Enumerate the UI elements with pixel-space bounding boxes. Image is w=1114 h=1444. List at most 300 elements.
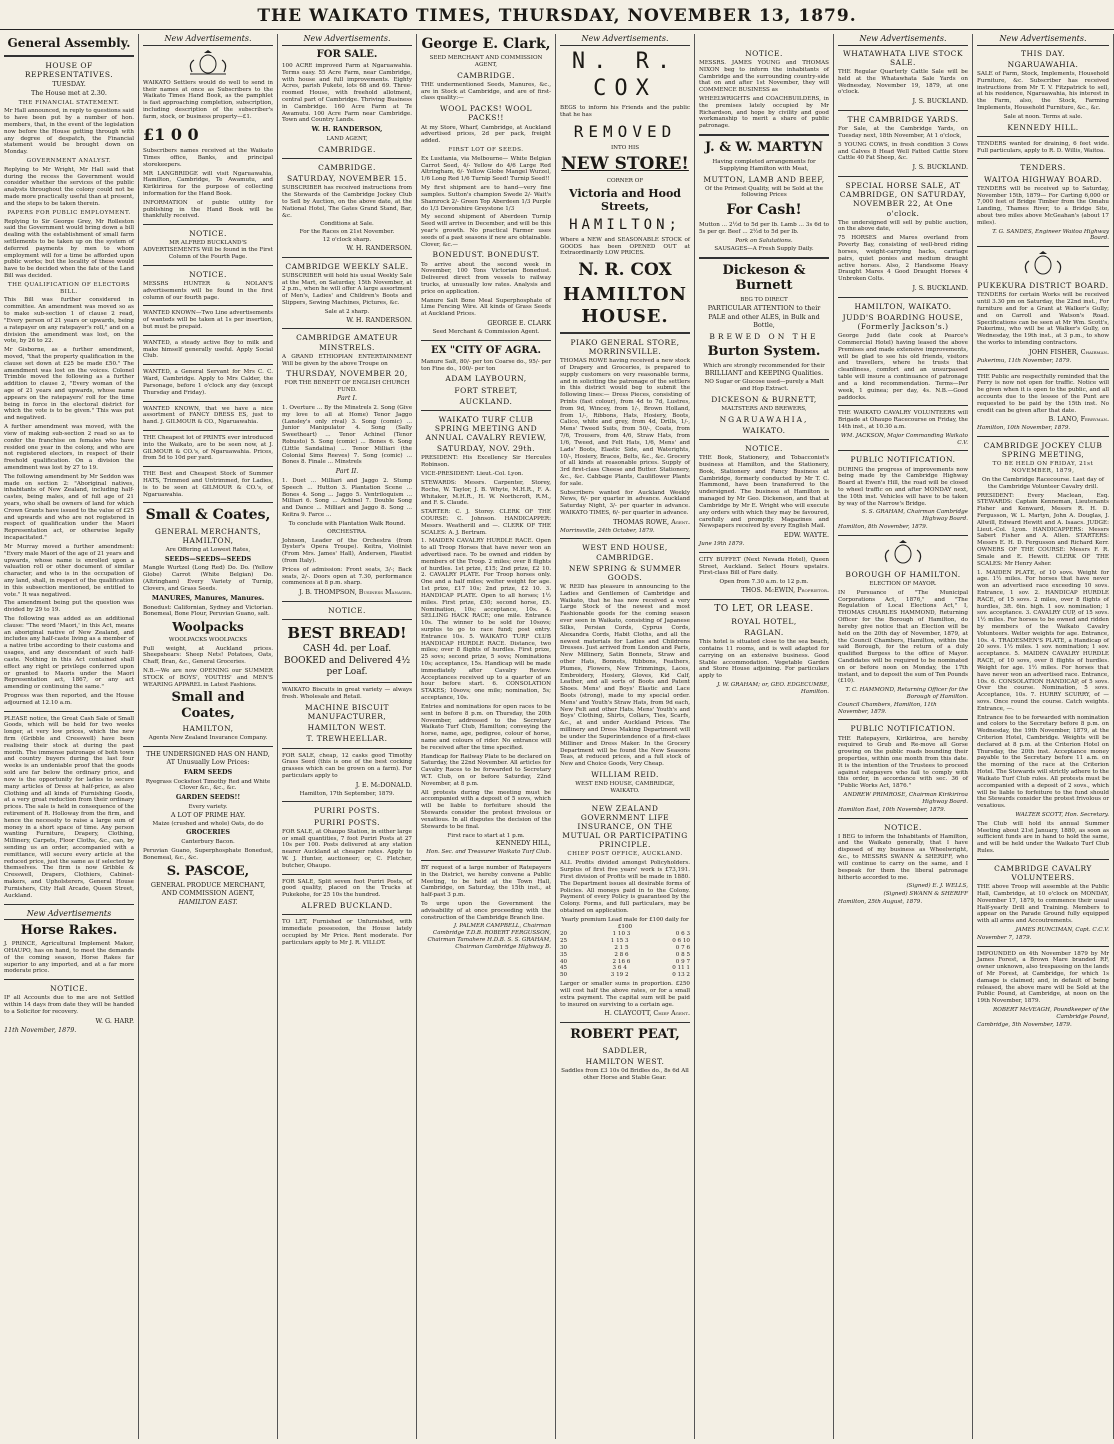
ad-subheading: BOROUGH OF HAMILTON. [845,569,961,579]
column-1 [0,34,139,1439]
ad-text: IMPOUNDED on 4th November 1879 by Mr James Forest, a Brown Mare branded RF, owner unknown, also trespassing on the lands of Mr Forest, at Cambridge, for which 1s damage is claimed; and, in default of being released, the above mare will be Sold at the Public Pound, at Cambridge, at noon on the 19th November, 1879. [977,950,1109,1005]
notice-heading: NOTICE. [189,269,227,279]
ad-text: Manure Salt, 80/- per ton Coarse do., 95/- per ton Fine do., 100/- per ton [421,358,551,372]
ad-text: BY request of a large number of Ratepayers in the District, we hereby convene a Public Meeting, to be held at the Town Hall, Cambridge, on Saturday, the 15th inst., at half-past 3 p.m. [421,864,551,899]
removed-heading: REMOVED [573,122,677,142]
ad-text: Subscribers names received at the Waikato Times office, Banks, and principal storekeepers. [143,148,273,168]
column-heading: New Advertisements. [977,34,1109,46]
ad-text: THE Cheapest lot of PRINTS ever introduced into the Waikato, are to be seen now, at J. GILMOUR & CO.'s, of Ngaruawahia. Prices, from 5d to 10d per yard. [143,434,273,462]
ad-subheading: NGARUAWAHIA, [719,414,809,424]
article-paragraph: Replying to Sir George Grey, Mr Rolleston said the Government would bring down a bill dealing with the establishment of small farm settlements to be taken up on the system of deferred payments by men to whom employment will for a time be afforded upon public works; but the locality of these would have to be decided when the fate of the Land Bill was decided. [4,218,134,280]
premium-cell: 2 16 6 [612,958,631,965]
ad-subheading: THURSDAY, NOVEMBER 20, [286,369,408,379]
column-4 [417,34,556,1439]
ad-text: Conditions at Sale. [320,221,374,228]
ad-subheading: HAMILTON, WAIKATO. [854,301,952,311]
section-heading: PAPERS FOR PUBLIC EMPLOYMENT. [7,209,131,216]
ad-text: Are Offering at Lowest Rates, [165,546,251,553]
premium-cell: 2 1 5 [614,945,629,951]
ad-text: Full weight, at Auckland prices. Sheepshears: Sheep Nets! Potatoes, Oats, Chaff, Bran, &c., General Groceries. [143,645,273,666]
signature: H. CLAYCOTT, Chief Agent. [604,1009,690,1018]
ad-text: THE Regular Quarterly Cattle Sale will be held at the Whatawhata Sale Yards on Wednesday, November 19, 1879, at one o'clock. [838,69,968,96]
date-line: Hamilton, 10th November, 1879. [977,425,1071,432]
ad-subheading: NEW SPRING & SUMMER GOODS. [568,563,682,582]
signature: WALTER SCOTT, Hon. Secretary. [1015,811,1109,818]
royal-crest-icon [1015,251,1071,277]
signature: DICKESON & BURNETT, [711,394,817,404]
date-line: Hamilton, 8th November, 1879. [838,524,928,531]
signature: ALFRED BUCKLAND. [301,901,393,911]
ad-text: FOR SALE, Split seven foot Puriri Posts, of good quality, placed on the Trucks at Pukekohe, for 25 10s the hundred. [282,878,412,899]
masthead: THE WAIKATO TIMES, THURSDAY, NOVEMBER 13, 1879. [0,0,1114,30]
ad-text: Ryegrass Cocksfoot Timothy Red and White Clover &c., &c., &c. [145,778,271,792]
ad-subheading: SATURDAY, NOVEMBER 15. [286,174,408,184]
column-heading: New Advertisements. [838,34,968,46]
ad-text: STEWARDS: Messrs. Carpenter, Storey, Roche, W. Taylor, J. B. Whyte, M.H.R., F. A. Whitaker, M.H.R., H. W. Northcroft, R.M., and F. S. Claude. [421,479,551,507]
ad-text: 100 ACRE improved Farm at Ngaruawahia. Terms easy. 55 Acre Farm, near Cambridge, with house and full improvements. Eighty Acres, parish Pukete, lots 68 and 69. Three-roomed House, with freehold allotment, central part of Cambridge. Thriving Business in Cambridge. 160 Acre Farm at Te Awamutu. 100 Acre Farm near Cambridge. Town and Country Lands. [282,62,412,124]
ad-heading: FOR SALE. [316,48,378,60]
ad-subheading: AUCKLAND. [459,396,513,406]
ad-text: To arrive about the second week in November, 100 Tons Victorian Bonedust. Delivered direct from vessels to railway trucks, at unusually low rates. Analysis and price on application. [421,261,551,295]
signature: W. H. RANDERSON. [346,243,412,252]
premium-table [560,931,690,979]
age-cell: 20 [560,931,568,938]
ad-text: CITY BUFFET (Next Nevada Hotel), Queen Street, Auckland. Select Hours upstairs. First-class Bill of Fare daily. [699,556,829,577]
signature: JAMES RUNCIMAN, Capt. C.C.V. [1015,926,1109,933]
ad-subheading: SEED MERCHANT AND COMMISSION AGENT, [429,55,543,68]
date-line: Morrinsville, 24th October, 1879. [560,527,655,534]
ad-subheading: THE CAMBRIDGE YARDS. [847,115,959,125]
ad-text: 1. MAIDEN CAVALRY HURDLE RACE. Open to all Troop Horses that have never won an advertised race. To be owned and ridden by members of the Troop. 2 miles; over 8 flights of hurdles. 1st prize, £15; 2nd prize, £2 10. 2. CAVALRY PLATE. For Troop horses only. One and a half miles; welter weight for age. 1st prize, £17 10s; 2nd prize, £2 10. 3. HANDICAP PLATE. Open to all horses; 1½ miles. First prize, £30; second horse, £5. Nomination, 10s; acceptance, 10s. 4. SELLING HACK RACE; one mile. Entrance 10s. The winner to be sold for 10sovs; surplus to go to race fund; post entry. Entrance 10s. 5. WAIKATO TURF CLUB HANDICAP HURDLE RACE. Distance, two miles; over 8 flights of hurdles. First prize, 25 sovs; second prize, 5 sovs; Nominations 10s; acceptance, 15s. Handicap will be made immediately after Cavalry Review. Acceptances received up to a quarter of an hour before start. 6. CONSOLATION STAKES; 10sovs; one mile; nomination, 5s; acceptance, 10s. [421,538,551,702]
premium-cell: 1 15 3 [610,938,629,945]
ad-subheading: PURIRI POSTS. [314,806,380,816]
ad-subheading: NEW ZEALAND GOVERNMENT LIFE INSURANCE, ON THE MUTUAL OR PARTICIPATING PRINCIPLE. [562,803,688,850]
table-row [560,938,690,945]
ad-text: THE Public are respectfully reminded that the Ferry is now not open for traffic. Notice will be given when it is open to the public, and all accounts due to the lessee of the Punt are requested to be paid by the 15th inst. No credit can be given after that date. [977,373,1109,414]
ad-text: 1. Overture ... By the Minstrels 2. Song (Give my love to all at Home) Tenor Jaggo (Lansley's only rival) 3. Song (comic) ... Junior Manipulator 4. Song (Sally Sweetheart) ... Tenor Achinel (Tenor Robusto) 5. Song (comic) ... Bones 6. Song (Little Sandalina) ... Tenor Milliari (the Colonial Sims Reeves) 7. Song (comic) ... Bones 8. Finale ... Minstrels [282,404,412,466]
ad-text: WANTED KNOWN—Two Line advertisements of wanteds will be taken at 1s per insertion, but must be prepaid. [143,310,273,331]
article-paragraph: This Bill was further considered in committee. An amendment was moved so as to make sub-section 1 of clause 2 read, "Every person of 21 years or upwards, being a ratepayer on any ratepayer's roll," and on a division the amendment was lost, on the vote, by 26 to 22. [4,297,134,345]
signature: J. PALMER CAMPBELL, Chairman Cambridge T.D.B. ROBERT FERGUSSON, Chairman Tamahere H.D.B. S. S. GRAHAM, Chairman Cambridge Highway B. [427,923,551,950]
ad-text: I BEG to inform the Inhabitants of Hamilton, and the Waikato generally, that I have disposed of my business as Wheelwright, &c., to MESSRS SWANN & SHERIFF, who will continue to carry on the same, and I bespeak for them the liberal patronage hitherto accorded to me. [838,833,968,881]
ad-text: TO LET, Furnished or Unfurnished, with immediate possession, the House lately occupied by Mr Price. Rent moderate. For particulars apply to Mr J. R. VILLOT. [282,919,412,946]
ad-text: FOR SALE, cheap, 12 casks good Timothy Grass Seed (this is one of the best cocking grasses which can be grown on a farm). For particulars apply to [282,752,412,780]
age-cell: 25 [560,938,568,945]
ad-text: Entries and nominations for open races to be sent in before 8 p.m. on Thursday, the 20th November, addressed to the Secretary Waikato Turf Club, Hamilton; conveying the horse, name, age, pedigree, colour of horse, name and colours of rider. No entrance will be received after the time specified. [421,703,551,751]
ad-heading: EX "CITY OF AGRA. [431,344,541,356]
best-bread-title: BEST BREAD! [287,624,407,643]
article-paragraph: The following amendment by Mr Seddon was made on section 2: "Aboriginal natives, inhabitants of New Zealand, including half-castes, being males, and of full age of 21 years, who shall be owners of land for which Crown Grants have issued to the value of £25 and upwards and who are not registered in respect of qualification under the Maori Representation act, or otherwise legally incapacitated." [4,473,134,542]
premium-cell: 3 19 2 [610,972,629,979]
age-cell: 35 [560,951,568,958]
column-heading: New Advertisements. [143,34,273,46]
ad-text: ALL Profits divided amongst Policyholders. Surplus of first five years' work is £73,191. First division of Profits will be made in 1880. The Department issues all desirable forms of Policies. All moneys paid in to the Colony. Payment of every Policy is guaranteed by the Colony. Forms, and full particulars, may be obtained on application. [560,860,690,914]
ad-subheading: FORT STREET, [454,385,518,395]
signature: THOS. McEWIN, Proprietor. [741,586,829,594]
signature: EDW. WAYTE. [783,531,829,540]
article-paragraph: Replying to Mr Wright, Mr Hall said that during the recess the Government would consider whether the services of the public analysts throughout the colony could not be made more practically useful than at present, and the steps to be taken therein. [4,166,134,207]
signature: W. H. RANDERSON. [346,315,412,324]
ad-subheading: WAITOA HIGHWAY BOARD. [984,174,1102,184]
ad-text: BRILLIANT and KEEPING Qualities. [704,369,824,378]
signature: ADAM LAYBOURN, [445,374,527,384]
ad-subheading: WAIKATO TURF CLUB SPRING MEETING AND ANNUAL CAVALRY REVIEW, [425,414,547,443]
ad-text: Open from 7.30 a.m. to 12 p.m. [719,579,809,586]
premium-cell: 2 8 6 [614,951,629,958]
premium-cell: 0 8 5 [675,951,690,958]
ad-text: PALE and other ALES, in Bulk and Bottle, [708,312,820,329]
hamilton-heading: HAMILTON; [569,216,681,233]
signature: KENNEDY HILL. [1007,122,1079,132]
ad-subheading: PUKEKURA DISTRICT BOARD. [977,281,1109,291]
ad-text: George Judd (late cook at Pearce's Commercial Hotel) having leased the above Premises and made extensive improvements, will be glad to see his old friends, visitors and travellers, where he trusts that cleanliness, comfort and an unsurpassed table will insure a continuance of patronage and a kind recommendation. Terms—Per week, 1 guinea; per day, 4s. N.B.—Good paddocks. [838,333,968,401]
ad-text: THE WAIKATO CAVALRY VOLUNTEERS will Brigade at Ohaupo Racecourse on Friday, the 14th inst., at 10.30 a.m. [838,410,968,430]
ad-text: First race to start at 1 p.m. [447,832,525,839]
notice-heading: NOTICE. [884,822,922,832]
ad-subheading: CAMBRIDGE AMATEUR MINSTRELS. [296,333,398,352]
ad-text: Prices of admission: Front seats, 3/-; Back seats, 2/-. Doors open at 7.30, performance commences at 8 p.m. sharp. [282,566,412,587]
nr-cox-heading: N. R. COX [578,260,672,281]
pound-heading: £1 0 0 [143,124,199,144]
ad-subheading: ROYAL HOTEL, [731,616,797,626]
article-paragraph: The amendment being put the question was divided by 29 to 19. [4,600,134,614]
ad-subheading: CAMBRIDGE. [318,144,376,154]
article-paragraph: Mr Murray moved a further amendment: "Every male Maori of the age of 21 years and upwards, whose name is enrolled upon a valuation roll or other document of similar character, and who is in the occupation of any land, shall, in respect of the qualification in this subsection mentioned, be entitled to vote." It was negatived. [4,543,134,598]
ad-text: THE Ratepayers, Kirikiriroa, are hereby required to Grub and Re-move all Gorse growing on the public roads bounding their properties, within one month from this date. It is the intention of the Trustees to proceed against ratepayers who fail to comply with this order, in accordance with sec. 36 of "Public Works Act, 1876." [838,735,968,790]
ad-subheading: Part II. [335,467,359,476]
table-row [560,972,690,979]
ad-text: Handicap for Railway Plate to be declared on Saturday, the 22nd November. All articles for Cavalry Races to be forwarded to Secretary W.T. Club, on or before Saturday, 22nd November, at 8 p.m. [421,753,551,787]
ad-text: For the Races on 21st November. [299,229,395,236]
ad-text: THOMAS ROWE having received a new stock of Drapery and Groceries, is prepared to supply customers on very reasonable terms, and in soliciting the patronage of the settlers in this district would beg to submit the following lines:— Dress Pieces, consisting of Prints (fast colour), from 4d to 7d, Lustres, from 9d, Wincey, from 1/-, Brown Holland, from 1/-, Ribbons, Hats, Hosiery, Boots, Calico, white and grey, from 4d, Drills, 1/-, Mens' Tweed Suits, from 50/-, Coats, from 7/6, Trousers, from 4/6, Straw Hats, from 1/6, Tweed, and Felt Hats, 1/6, Mens' and Lads' Boots, Elastic Side, and Waterights, 10/-, Hosiery, Braces, Belts, &c., &c. Grocery of all kinds at reasonable prices. Supply of 3rd first-class Cheese and Butter. Stationery, &c., &c. Cabbage Plants, Cauliflower Plants for sale. [560,358,690,487]
ad-subheading: MACHINE BISCUIT MANUFACTURER, [305,703,389,722]
column-heading: New Advertisements. [560,34,690,46]
ad-text: Pork on Salutations. [735,237,793,244]
ad-text: MESSRS. JAMES YOUNG and THOMAS NIXON beg to inform the inhabitants of Cambridge and the surrounding country-side that on and after 1st November, they will COMMENCE BUSINESS as [699,59,829,94]
ad-text: SUBSCRIBER will hold his usual Weekly Sale at the Mart, on Saturday, 15th November, at 2 p.m., when he will offer A large assortment of Men's, Ladies' and Children's Boots and Slippers, Sewing Machines, Pictures, &c. [282,272,412,306]
signature: J. S. BUCKLAND. [912,163,968,172]
ad-text: Peruvian Guano, Superphosphate Bonedust, Bonemeal, &c., &c. [143,848,273,861]
table-row [560,959,690,966]
section-heading: GOVERNMENT ANALYST. [26,158,112,165]
ad-subheading: BONEDUST. BONEDUST. [432,250,540,260]
ad-subheading: Part I. [336,394,358,403]
article-paragraph: Mr Gisborne, as a further amendment, moved, "that the property qualification in the clause set down at £25 be made £50." The amendment was lost on the voices. Colonel Trimble moved the following as a further addition to clause 2, "Every woman of the age of 21 years and upwards, whose name appears on the ratepayers' roll for the time being in force in the electoral district for which the vote is to be given." This was put and negatived. [4,347,134,422]
ad-subheading: THIS DAY. [1020,48,1066,58]
ad-text: SAUSAGES—A Fresh Supply Daily. [714,245,814,252]
ad-text: Every variety. [188,804,228,811]
ad-text: The undersigned will sell by public auction, on the above date, [838,219,968,233]
signature: (Signed) SWANN & SHERIFF [883,891,968,898]
small-coates-title: Small & Coates, [145,507,271,524]
ad-text: On the Cambridge Racecourse. Last day of the Cambridge Volunteer Cavalry drill. [982,476,1104,490]
ad-text: The Club will hold its annual Summer Meeting about 21st January, 1880, as soon as sufficient funds are in hand to hold the same, and will be held under the Waikato Turf Club Rules. [977,820,1109,854]
premium-cell: 0 6 10 [672,938,690,945]
column-3 [278,34,417,1439]
ad-subheading: PIAKO GENERAL STORE, MORRINSVILLE. [570,337,680,357]
article-paragraph: A further amendment was moved, with the view of making sub-section 2 read so as to confer the franchise on females who have resided one year in the colony, and who are not registered electors, in respect of their freehold qualification. On a division the amendment was lost by 27 to 19. [4,424,134,471]
ad-subheading: GARDEN SEEDS!! [175,793,241,802]
article-paragraph: Mr Hall announced, in reply to questions said to have been put by a number of hon. members, that, in the event of the legislation now before the House getting through with any degree of despatch, the Financial statement would be brought down on Monday. [4,108,134,156]
signature: T. C. HAMMOND, Returning Officer for the Borough of Hamilton. [845,687,968,700]
ad-text: Subscribers wanted for Auckland Weekly News, 6/- per quarter in advance. Auckland Saturday Night, 3/- per quarter in advance. WAIKATO TIMES, 6/- per quarter in advance. [560,489,690,517]
martyn-title: J. & W. MARTYN [705,140,823,156]
article-paragraph: Progress was then reported, and the House adjourned at 12.10 a.m. [4,692,134,706]
ad-text: MR LANGBRIDGE will visit Ngaruawahia, Hamilton, Cambridge, Te Awamutu, and Kirikiriroa for the purpose of collecting information for the Hand Book. [143,170,273,198]
for-cash-heading: For Cash! [726,202,802,219]
notice-heading: NOTICE. [328,606,366,616]
article-paragraph: The following was added as an additional clause: "The word 'Maori,' in this Act, means an aboriginal native of New Zealand, and includes any half-caste living as a member of a native tribe according to their customs and usages, and any descendant of such half-caste. Nothing in this Act contained shall effect any right or privilege conferred upon or granted to Maoris under the Maori Representation act, 1867, or any act amending or continuing the same." [4,616,134,691]
ad-text: MESSRS HUNTER & NOLAN'S advertisements will be found in the first column of our fourth page. [143,280,273,301]
ad-subheading: NGARUAWAHIA. [1007,59,1079,69]
premium-cell: 0 13 2 [672,972,690,979]
date-line: Hamilton East, 10th November, 1879. [838,806,946,813]
ad-text: WHEELWRIGHTS and COACHBUILDERS, in the premises lately occupied by Mr Richardson, and hope by civility and good workmanship to merit a share of public patronage. [699,95,829,130]
ad-subheading: MUTTON, LAMB AND BEEF, [703,174,825,184]
ad-subheading: WOOL PACKS! WOOL PACKS!! [439,104,532,123]
signature: J. W. GRAHAM; or, GEO. EDGECUMBE, Hamilton. [717,681,829,695]
age-cell: 45 [560,965,568,972]
ad-text: Ex Lusitania, via Melbourne— White Belgian Carrot Seed, 4/- Yellow do 4/6 Large Red Altringham, 6/- Yellow Globe Mangel Wurzel, 1/6 Long Red 1/6 Turnip Seed! Turnip Seed!! [421,155,551,183]
ad-text: MALTSTERS AND BREWERS, [721,405,807,412]
ad-text: BEG TO DIRECT [740,297,788,304]
ad-text: N.B.—We are now OPENING our SUMMER STOCK of BOYS', YOUTHS' and MEN'S WEARING APPAREL in Latest Fashions. [143,668,273,688]
ad-text: SALE of Farm, Stock, Implements, Household Furniture, &c. Subscriber has received instructions from Mr T. V. Fitzpatrick to sell, at his residence, Ngaruawahia, his interest in the Farm, also, the Stock, Farming Implements, Household Furniture, &c., &c. [977,71,1109,112]
ad-subheading: FARM SEEDS [183,767,233,776]
ad-text: WAIKATO Biscuits in great variety — always fresh. Wholesale and Retail. [282,687,412,701]
robert-peat-title: ROBERT PEAT, [570,1027,680,1043]
ad-text: All protests during the meeting must be accompanied with a deposit of 5 sovs, which will be liable to forfeiture should the Stewards consider the protest frivolous or vexatious. In all disputes the decision of the Stewards to be final. [421,789,551,830]
ad-text: TENDERS for certain Works will be received until 3.30 pm on Saturday, the 22nd inst., For furniture and for a Grant at Walker's Gully; and on Carroll and Watson's Road. Specifications can be seen at Mr Wm. Scott's, Pukerimu, who will be at Walker's Gully, on Wednesday, the 19th inst., at 3 p.m., to show the works to intending contractors. [977,292,1109,347]
signature: T. G. SANDES, Engineer Waitoa Highway Board. [992,228,1109,242]
ad-subheading: HAMILTON EAST. [178,898,238,907]
house-heading: HOUSE OF REPRESENTATIVES. [24,60,114,79]
ad-subheading: JUDD'S BOARDING HOUSE, (Formerly Jackson's.) [842,312,964,332]
ad-text: Johnson, Leader of the Orchestra (from Dyster's Opera Troupe). Keitra, Violinist (From Mrs. James' Hall), Andersen, Flautist (from Italy). [282,537,412,564]
ad-text: J. PRINCE, Agricultural Implement Maker, OHAUPO, has on hand, to meet the demands of the coming season, Horse Rakes far superior to any imported, and at a far more moderate price. [4,941,134,975]
ad-text: IN Pursuance of "The Municipal Corporations Act, 1876," and "The Regulation of Local Elections Act," I, THOMAS CHARLES HAMMOND, Returning Officer for the Borough of Hamilton, do hereby give notice that an Election will be held on the 20th day of November, 1879, at the Council Chambers, Hamilton, within the said Borough, for the return of a duly qualified Burgess to the office of Mayor. Candidates will be required to be nominated on or before noon on Monday, the 17th instant, and to deposit the sum of Ten Pounds (£10). [838,589,968,685]
ad-text: SUBSCRIBER has received instructions from the Stewards of the Cambridge Jockey Club to Sell by Auction, on the above date, at the National Hotel, The Gates Grand Stand, Bar, &c. [282,185,412,219]
signature: ROBERT McVEAGH, Poundkeeper of the Cambridge Pound, [993,1007,1109,1020]
ad-subheading: ORCHESTRA. [327,528,367,535]
small-coates-title: Small and Coates, [171,690,245,722]
ad-text: WANTED, a General Servant for Mrs C. C. Ward, Cambridge. Apply to Mrs Calder, the Parsonage, before 1 o'clock any day (except Thursday and Friday). [143,369,273,396]
ad-text: WEST END HOUSE, CAMBRIDGE, WAIKATO. [575,781,675,794]
notice-heading: NOTICE. [189,229,227,239]
ad-text: TENDERS wanted for draining, 6 feet wide. Full particulars, apply to R. D. Willis, Waitoa. [977,140,1109,154]
premium-cell: 0 9 7 [675,958,690,965]
ad-text: TENDERS will be received up to Saturday, November 15th, 1879— For Carting 6,000 or 7,000 feet of Bridge Timber from the Omahu Landing, Thames River, to a Bridge Site, about two miles above McGeahan's (about 17 miles). [977,185,1109,226]
ad-subheading: Victoria and Hood Streets, [569,186,681,214]
premium-cell: 0 6 3 [675,931,690,938]
ad-text: FOR SALE, at Ohaupo Station, in either large or small quantities, 7 foot Puriri Posts at 27 10s per 100. Posts delivered at any station nearer Auckland at cheaper rates. Apply to W. J. Hunter, auctioneer; or, C. Fletcher, butcher, Ohaupo. [282,828,412,869]
age-cell: 50 [560,972,568,979]
signature: J. B. THOMPSON, Business Manager. [299,588,412,597]
ad-text: PRESIDENT: Every Maclean, Esq. STEWARDS: Captain Kenneman, Lieutenants Fisher and Kenward, Messrs R. H. D. Fergusson, W. L. Martyn, John A. Douglas, J. Allwill, Edward Hewitt and A. Isaacs. JUDGE: Lieut.-Col. Lyon. HANDICAPPERS: Messrs Sabert Fisher and A. Allen. STARTERS: Messrs E. H. D. Fergusson and Richard Kerr. OWNERS OF THE COURSE: Messrs F. R. Smale and E. Hewitt. CLERK OF THE SCALES: Mr Henry Asher. [977,492,1109,567]
signature: THOMAS ROWE, Agent. [613,517,690,526]
date-line: Cambridge, 5th November, 1879. [977,1021,1072,1028]
signature: W. H. RANDERSON, [311,125,383,134]
ad-text: WAIKATO Settlers would do well to send in their names at once as Subscribers to the Waikato Times Hand Book, as the pamphlet is fast approaching completion, subscription, including description of the subscriber's farm, stock, or business property—£1. [143,79,273,120]
table-header: Yearly premium Lead male for £100 daily for £100 [561,916,689,930]
ad-subheading: CAMBRIDGE. [457,70,515,80]
column-heading: New Advertisements. [282,34,412,46]
signature: KENNEDY HILL, [495,839,551,848]
ad-text: A GRAND ETHIOPIAN ENTERTAINMENT Will be given by the above Troupe on [282,353,412,367]
ad-text: 1. MAIDEN PLATE, of 10 sovs. Weight for age. 1½ miles. For horses that have never won an advertised race exceeding 10 sovs. Entrance, 1 sov. 2. HANDICAP HURDLE RACE, of 15 sovs. 2 miles, over 8 flights of hurdles, 3ft. 6in. high. 1 sov. nomination; 1 sov. acceptance. 3. CAVALRY CUP, of 15 sovs. 1½ miles. For horses to be owned and ridden by members of the Waikato Cavalry Volunteers. Welter weights for age. Entrance, 10s. 4. TRADESMEN'S PLATE, a Handicap of 20 sovs. 1½ miles. 1 sov. nomination; 1 sov. acceptance. 5. MAIDEN CAVALRY HURDLE RACE, of 10 sovs, over 8 flights of hurdles. Weight for age. 1½ miles. For horses that have never won an advertised race. Entrance, 10s. 6. CONSOLATION HANDICAP, of 5 sovs. Over the course. Nomination, 5 sovs. Acceptance, 10s. 7. HURRY SCURRY, of — sovs. Once round the course. Catch weights. Entrance, —. [977,569,1109,712]
ad-text: THE above Troop will assemble at the Public Hall, Cambridge, at 10 o'clock on MONDAY, November 17, 1879, to commence their usual Half-yearly Drill and Training. Members to appear on the Parade Ground fully equipped with all arms and Accoutrements. [977,884,1109,925]
ad-text: Where a NEW and SEASONABLE STOCK of GOODS has been OPENED OUT at Extraordinarily LOW PRICES. [560,236,690,257]
royal-crest-icon [875,540,931,566]
ad-subheading: GENERAL MERCHANTS, HAMILTON, [154,526,262,545]
nr-cox-title: N. R. COX [571,48,679,101]
ad-text: VICE-PRESIDENT: Lieut.-Col. Lyon. [421,471,524,478]
ad-subheading: CHIEF POST OFFICE, AUCKLAND. [567,851,683,858]
ad-text: DURING the progress of improvements now being made by the Cambridge Highway Board at Ewen's Hill, the road will be closed to wheel traffic on and after MONDAY next, the 10th inst. Vehicles will have to be taken by way of the Narrow's Bridge. [838,466,968,507]
ad-text: A LOT OF PRIME HAY. [170,810,246,819]
ad-text: 5 YOUNG COWS, in fresh condition 3 Cows and Calves 8 Head Well Fatted Cattle Store Cattle 40 Fat Sheep, &c. [838,141,968,162]
column-2 [139,34,278,1439]
column-5 [556,34,695,1439]
ad-subheading: BREWED ON THE [709,331,819,341]
house-met: The House met at 2.30. [31,88,107,97]
ad-text: WANTED KNOWN, that we have a nice assortment of FANCY DRESS ES, just to hand. J. GILMOUR & CO., Ngaruawahia. [143,405,273,426]
date-line: November 7, 1879. [977,934,1032,941]
signature: ANDREW PRIMROSE, Chairman Kirikiriroa Highway Board. [843,792,968,805]
ad-subheading: GENERAL PRODUCE MERCHANT, [150,880,266,889]
ad-subheading: THE UNDERSIGNED HAS ON HAND, AT Unusually Low Prices: [146,750,270,766]
ad-text: My first shipment are to hand—very fine samples. Sutton's champion Swede 2/- Wait's Shamrock 2/- Green Top Aberdeen 1/3 Purple do 1/3 Devonshire Greystone 1/3 [421,185,551,212]
ad-text: Agents New Zealand Insurance Company. [148,735,268,742]
ad-text: Mutton ... 2½d to 5d per lb. Lamb ... 3s 6d to 5s per qr. Beef ... 2½d to 5d per lb. [699,222,829,236]
ad-subheading: SEEDS—SEEDS—SEEDS [164,554,252,563]
clark-title: George E. Clark, [421,36,551,52]
section-heading: THE QUALIFICATION OF ELECTORS BILL. [7,281,131,295]
table-row [560,931,690,938]
column-8 [973,34,1114,1439]
ad-subheading: HAMILTON WEST. [307,723,387,733]
ad-text: Canterbury Bacon. [181,839,235,846]
ad-subheading: TO BE HELD ON FRIDAY, 21st NOVEMBER, 1879, [992,461,1094,475]
ad-text: Hamilton, 17th September, 1879. [299,790,395,797]
ad-text: 75 HORSES and Mares overland from Poverty Bay, consisting of well-bred riding horses, weight-carrying hacks, carriage pairs, quiet ponies and medium draught active horses. Also, 2 Handsome Heavy Draught Mares 4 Good Draught Horses 4 Unbroken Colts. [838,235,968,283]
burton-heading: Burton System. [707,343,821,359]
ad-subheading: PURIRI POSTS. [314,817,380,827]
ad-text: BOOKED and Delivered 4½ per Loaf. [283,656,411,678]
general-assembly-title: General Assembly. [7,36,131,50]
ad-text: NO Sugar or Glucose used—purely a Malt and Hop Extract. [704,379,824,392]
ad-text: IF all Accounts due to me are not Settled within 14 days from date they will be handed to a Solicitor for recovery. [4,995,134,1015]
ad-text: THE undermentioned Seeds, Manures, &c., are in Stock at Cambridge, and are of first-class quality:— [421,81,551,102]
ad-subheading: AND COMMISSION AGENT, [161,889,255,898]
hamilton-house-heading: HAMILTON HOUSE. [562,283,688,327]
ad-subheading: HAMILTON WEST. [585,1057,665,1067]
horse-rakes-title: Horse Rakes. [20,923,118,939]
premium-cell: 3 6 4 [612,965,627,972]
ad-heading: Woolpacks [172,620,244,635]
ad-text: 12 o'clock sharp. [322,236,372,243]
ad-text: Maize (crushed and whole) Oats, do do [152,820,264,827]
notice-heading: NOTICE. [745,444,783,454]
notice-heading: PUBLIC NOTIFICATION. [850,724,956,734]
ad-text: This hotel is situated close to the sea beach, contains 11 rooms, and is well adapted for carrying on an extensive business. Good Stable accommodation. Vegetable Garden and Store House adjoining. For particulars apply to [699,639,829,680]
ad-text: WOOLPACKS WOOLPACKS [168,636,248,643]
ad-subheading: WEST END HOUSE, CAMBRIDGE. [582,543,668,562]
ad-text: CORNER OF [606,178,644,185]
ad-subheading: CAMBRIDGE. [318,163,376,173]
ad-subheading: CAMBRIDGE JOCKEY CLUB SPRING MEETING, [983,441,1103,460]
signature: WM. JACKSON, Major Commanding Waikato C.V. [840,432,968,446]
ad-text: CASH 4d. per Loaf. [302,644,392,655]
column-6 [695,34,834,1439]
ad-text: Larger or smaller sums in proportion. £250 will cost half the above rates, or for a small extra payment. The capital sum will be paid to insured on surviving to a certain age. [560,981,690,1008]
premium-cell: 1 10 3 [612,931,631,938]
ad-text: Bonedust: Californian, Sydney and Victorian. Bonemeal, Bone Flour, Peruvian Guano, salt. [143,604,273,618]
date-line: 11th November, 1879. [4,1025,77,1034]
dickeson-burnett-title: Dickeson & Burnett [722,262,806,294]
ad-text: STARTER: C. J. Storey. CLERK OF THE COURSE: C. Johnson. HANDICAPPER: Messrs. Weatherill and —. CLERK OF THE SCALES: A. J. Bertram. [421,509,551,536]
ad-subheading: SATURDAY, NOV. 29th. [436,444,536,454]
ad-text: INFORMATION of public utility for publishing in the Hand Book will be thankfully received. [143,199,273,220]
ad-text: PARTICULAR ATTENTION to their [707,304,821,313]
ad-text: Of the Primest Quality, will be Sold at the following Prices [705,185,823,199]
date-line: Pukerimu, 11th November, 1879. [977,357,1072,364]
section-heading: THE FINANCIAL STATEMENT. [18,99,120,106]
ad-subheading: TENDERS. [1020,163,1066,173]
ad-text: THE Best and Cheapest Stock of Summer HATS, Trimmed and Untrimmed, for Ladies, is to be seen at GILMOUR & CO.'s, of Ngaruawahia. [143,471,273,498]
ad-text: PRESIDENT: His Excellency Sir Hercules Robinson. [421,455,551,469]
ad-text: FOR THE BENEFIT OF ENGLISH CHURCH FUND. [284,380,410,394]
ad-subheading: MANURES, Manures, Manures. [151,593,265,602]
ad-text: Sale at noon. Terms at sale. [1003,113,1083,120]
ad-text: INTO HIS [610,144,640,151]
premium-cell: 0 7 6 [675,945,690,951]
signature: J. E. McDONALD. [355,780,412,789]
age-cell: 40 [560,958,568,965]
ad-text: MR ALFRED BUCKLAND'S ADVERTISEMENTS Will be found in the First Column of the Fourth Page. [143,240,273,261]
signature: (Signed) E. J. WELLS, [906,883,968,890]
signature: S. S. GRAHAM, Chairman Cambridge Highway Board. [861,509,968,523]
ad-text: Having completed arrangements for Supplying Hamilton with Meat, [712,158,816,172]
ad-subheading: TO LET, OR LEASE. [714,603,814,614]
ad-text: To conclude with Plantation Walk Round. [288,520,406,527]
notice-heading: PUBLIC NOTIFICATION. [850,455,956,465]
column-7 [834,34,973,1439]
pascoe-title: S. PASCOE, [166,863,250,879]
ad-text: At my Store, Wharf, Cambridge, at Auckland advertised prices, 2d per pack, freight added. [421,124,551,145]
ad-subheading: ELECTION OF MAYOR. [869,581,937,587]
ad-text: BEGS to inform his Friends and the public that he has [560,105,690,119]
ad-text: THE Book, Stationery, and Tobacconist's business at Hamilton, and the Stationery, Book, Stationery and Fancy Business at Cambridge, formerly conducted by Mr T. C. Hammond, have been transferred to the undersigned. The business at Hamilton is managed by Mr Geo. Dickenson, and that at Cambridge by Mr E. Wright who will execute any orders with which they may be favoured, carefully and promptly. Magazines and Newspapers received by every English Mail. [699,455,829,530]
signature: J. S. BUCKLAND. [912,97,968,106]
ad-text: Entrance fee to be forwarded with nomination and colors to the Secretary before 8 p.m. on Wednesday, the 19th November, 1879, at the Criterion Hotel, Cambridge. Weights will be declared at 8 p.m. at the Criterion Hotel on Thursday, the 20th inst. Acceptance money payable to the Secretary before 11 a.m. on the morning of the race at the Criterion Hotel. The Stewards will strictly adhere to the Waikato Turf Club rules. All protests must be accompanied with a deposit of 2 sovs., which will be liable to forfeiture to the fund should the Stewards consider the protest frivolous or vexatious. [977,714,1109,810]
date-line: Hamilton, 25th August, 1879. [838,898,923,905]
ad-text: Saddles from £3 10s 0d Bridles do., 8s 6d All other Horse and Stable Gear. [561,1068,689,1082]
ad-subheading: SPECIAL HORSE SALE, AT CAMBRIDGE, ON SATURDAY, NOVEMBER 22, At One o'clock. [839,181,967,218]
ad-text: Hon. Sec. and Treasurer Waikato Turf Club. [426,849,551,856]
table-row [560,965,690,972]
signature: JOHN FISHER, Chairman. [1029,347,1109,356]
table-row [560,952,690,959]
ad-text: To urge upon the Government the advisability of at once proceeding with the construction of the Cambridge Branch line. [421,901,551,921]
ad-text: Sale at 2 sharp. [324,308,370,315]
signature: GEORGE E. CLARK [487,319,551,328]
ad-subheading: GROCERIES [185,828,231,837]
ad-text: 1. Duet ... Milliari and Jaggo 2. Stump Speech ... Hutton 3. Plantation Scene ... Bones 4. Song ... Jaggo 5. Ventriloquism ... Milliari 6. Song ... Achinel 7. Double Song and Dance ... Milliari and Jaggo 8. Song ... Keitra 9. Farce ... [282,478,412,519]
date-line: June 19th 1879. [699,540,745,547]
ad-subheading: FIRST LOT OF SEEDS. [448,147,524,153]
ad-text: For Sale, at the Cambridge Yards, on Tuesday next, 18th November, At 1 o'clock, [838,126,968,140]
